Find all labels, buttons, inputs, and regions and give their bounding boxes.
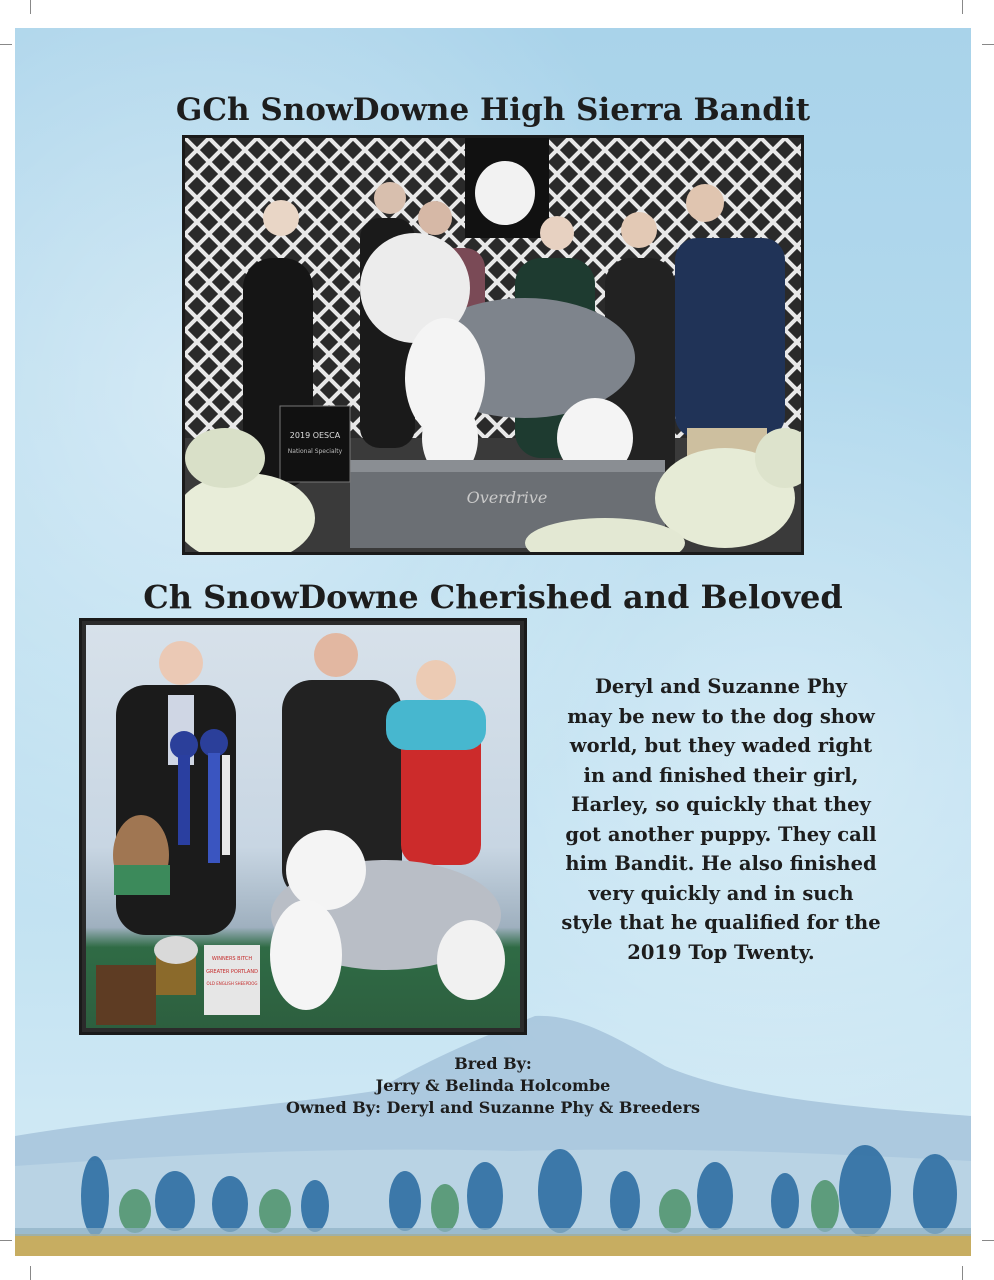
bred-by-label: Bred By: [454,1054,532,1073]
dog-title-mid: Ch SnowDowne Cherished and Beloved [143,578,843,616]
credits-block [15,1053,971,1119]
story-line: world, but they waded right [569,734,873,757]
story-line: 2019 Top Twenty. [627,940,815,964]
breeder-names: Jerry & Belinda Holcombe [375,1076,611,1095]
table-brand-text: Overdrive [466,488,548,507]
story-line: Deryl and Suzanne Phy [594,675,848,698]
lattice-scene-illustration [185,138,801,552]
crop-mark [0,1240,12,1241]
show-photo-bottom [79,618,527,1035]
story-text [537,672,905,967]
crop-mark [982,44,994,45]
ad-page [15,28,971,1256]
story-line: Harley, so quickly that they [571,793,871,816]
story-line: got another puppy. They call [565,822,877,846]
crop-mark [0,44,12,45]
banner-text: 2019 OESCA [289,431,341,440]
story-line: in and finished their girl, [583,763,859,787]
landscape-illustration [15,996,971,1256]
crop-mark [962,1266,963,1280]
win-photo-illustration [86,625,520,1028]
dog-title-top: GCh SnowDowne High Sierra Bandit [175,92,811,128]
sign-line-2: GREATER PORTLAND [206,969,258,975]
story-line: style that he qualified for the [561,911,881,934]
crop-mark [30,0,31,14]
crop-mark [962,0,963,14]
story-line: very quickly and in such [588,881,854,905]
sign-line-3: OLD ENGLISH SHEEPDOG [206,981,258,986]
story-line: may be new to the dog show [567,704,875,728]
show-photo-top [182,135,804,555]
banner-subtext: National Specialty [287,448,343,455]
sign-line-1: WINNERS BITCH [211,956,253,962]
crop-mark [982,1240,994,1241]
story-line: him Bandit. He also finished [565,852,877,875]
owner-line: Owned By: Deryl and Suzanne Phy & Breeders [285,1098,701,1117]
crop-mark [30,1266,31,1280]
